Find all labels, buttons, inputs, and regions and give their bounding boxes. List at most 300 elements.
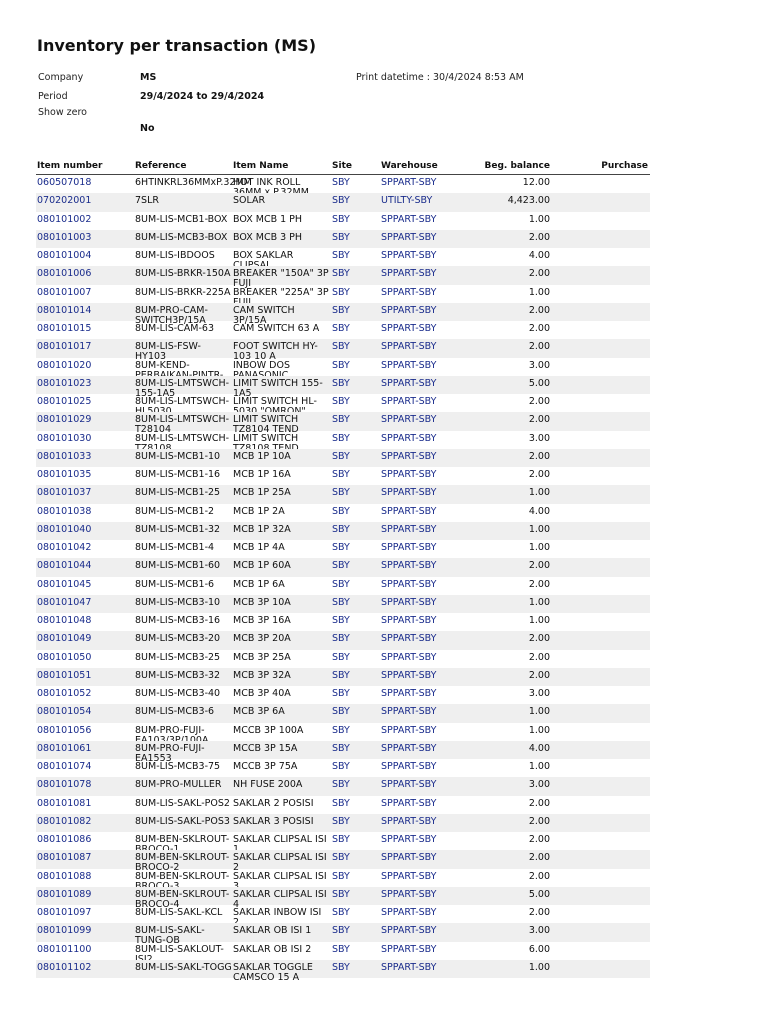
site-link[interactable]: SBY bbox=[332, 633, 350, 645]
table-body bbox=[36, 175, 650, 983]
warehouse-link[interactable]: SPPART-SBY bbox=[381, 615, 437, 626]
site-link[interactable]: SBY bbox=[332, 596, 350, 608]
item-number-link[interactable]: 080101087 bbox=[37, 852, 92, 864]
site-link[interactable]: SBY bbox=[332, 487, 350, 499]
item-name-cell: SAKLAR CLIPSAL ISI 2 bbox=[233, 852, 327, 874]
table-header bbox=[36, 161, 650, 175]
reference-cell: 8UM-LIS-MCB3-75 bbox=[135, 761, 221, 772]
reference-cell: 8UM-LIS-MCB1-2 bbox=[135, 505, 215, 517]
item-name-cell: LIMIT SWITCH 155-1A5 bbox=[233, 377, 323, 399]
table-row bbox=[36, 504, 650, 522]
warehouse-link[interactable]: SPPART-SBY bbox=[381, 596, 437, 608]
item-number-link[interactable]: 080101102 bbox=[37, 961, 92, 973]
item-number-link[interactable]: 060507018 bbox=[37, 177, 92, 188]
col-reference: Reference bbox=[135, 161, 187, 171]
item-number-link[interactable]: 080101049 bbox=[37, 633, 92, 645]
table-row bbox=[36, 741, 650, 764]
item-number-link[interactable]: 080101089 bbox=[37, 888, 92, 900]
reference-cell: 8UM-LIS-MCB1-10 bbox=[135, 450, 221, 462]
item-name-cell: MCCB 3P 100A bbox=[233, 724, 304, 736]
reference-cell: 8UM-LIS-FSW-HY103 bbox=[135, 341, 201, 363]
table-row bbox=[36, 358, 650, 376]
item-number-link[interactable]: 080101038 bbox=[37, 505, 92, 517]
site-link[interactable]: SBY bbox=[332, 231, 350, 243]
item-number-link[interactable]: 080101017 bbox=[37, 341, 92, 353]
item-name-cell: MCB 3P 16A bbox=[233, 615, 291, 626]
item-name-cell: MCCB 3P 75A bbox=[233, 761, 298, 772]
reference-cell: 8UM-BEN-SKLROUT- bbox=[135, 870, 230, 882]
warehouse-link[interactable]: SPPART-SBY bbox=[381, 943, 437, 955]
warehouse-link[interactable]: SPPART-SBY bbox=[381, 523, 437, 535]
table-row bbox=[36, 595, 650, 613]
warehouse-link[interactable]: SPPART-SBY bbox=[381, 761, 437, 772]
table-row bbox=[36, 942, 650, 960]
beg-balance-cell: 2.00 bbox=[528, 815, 550, 827]
warehouse-link[interactable]: SPPART-SBY bbox=[381, 469, 437, 480]
beg-balance-cell: 12.00 bbox=[522, 177, 550, 188]
site-link[interactable]: SBY bbox=[332, 925, 350, 937]
site-link[interactable]: SBY bbox=[332, 797, 350, 809]
warehouse-link[interactable]: SPPART-SBY bbox=[381, 432, 437, 444]
col-beg-balance: Beg. balance bbox=[484, 161, 550, 171]
reference-cell: 8UM-KEND- bbox=[135, 359, 190, 371]
beg-balance-cell: 1.00 bbox=[528, 706, 550, 718]
beg-balance-cell: 2.00 bbox=[528, 669, 550, 681]
item-number-link[interactable]: 080101050 bbox=[37, 651, 92, 663]
item-number-link[interactable]: 080101081 bbox=[37, 797, 92, 809]
reference-cell: 8UM-LIS-MCB3-16 bbox=[135, 615, 221, 626]
warehouse-link[interactable]: SPPART-SBY bbox=[381, 304, 437, 316]
item-number-link[interactable]: 080101052 bbox=[37, 688, 92, 699]
reference-cell: 8UM-LIS-BRKR-225A bbox=[135, 286, 231, 298]
table-row bbox=[36, 704, 650, 722]
site-link[interactable]: SBY bbox=[332, 815, 350, 827]
beg-balance-cell: 4.00 bbox=[528, 250, 550, 261]
table-row bbox=[36, 412, 650, 436]
beg-balance-cell: 2.00 bbox=[528, 852, 550, 864]
item-name-cell: BREAKER "225A" 3P bbox=[233, 286, 329, 298]
site-link[interactable]: SBY bbox=[332, 505, 350, 517]
warehouse-link[interactable]: SPPART-SBY bbox=[381, 450, 437, 462]
warehouse-link[interactable]: SPPART-SBY bbox=[381, 377, 437, 389]
item-number-link[interactable]: 080101025 bbox=[37, 396, 92, 407]
site-link[interactable]: SBY bbox=[332, 359, 350, 371]
item-number-link[interactable]: 080101015 bbox=[37, 323, 92, 334]
item-name-cell: SOLAR bbox=[233, 195, 266, 207]
warehouse-link[interactable]: SPPART-SBY bbox=[381, 742, 437, 754]
item-name-cell: SAKLAR CLIPSAL ISI 4 bbox=[233, 888, 327, 910]
reference-cell: 8UM-LIS-MCB1-BOX bbox=[135, 213, 228, 225]
beg-balance-cell: 1.00 bbox=[528, 761, 550, 772]
table-row bbox=[36, 376, 650, 399]
beg-balance-cell: 3.00 bbox=[528, 779, 550, 791]
table-row bbox=[36, 175, 650, 193]
table-row bbox=[36, 869, 650, 887]
site-link[interactable]: SBY bbox=[332, 779, 350, 791]
site-link[interactable]: SBY bbox=[332, 341, 350, 353]
reference-cell: 8UM-BEN-SKLROUT- bbox=[135, 834, 230, 845]
item-number-link[interactable]: 080101007 bbox=[37, 286, 92, 298]
warehouse-link[interactable]: SPPART-SBY bbox=[381, 341, 437, 353]
reference-cell: 8UM-LIS-MCB3-20 bbox=[135, 633, 221, 645]
beg-balance-cell: 4,423.00 bbox=[507, 195, 550, 207]
beg-balance-cell: 2.00 bbox=[528, 797, 550, 809]
reference-cell: 8UM-BEN-SKLROUT-BROCO-4 bbox=[135, 888, 230, 910]
item-name-cell: LIMIT SWITCH bbox=[233, 432, 299, 444]
item-name-cell: BOX MCB 3 PH bbox=[233, 231, 303, 243]
beg-balance-cell: 2.00 bbox=[528, 396, 550, 407]
item-name-cell: SAKLAR OB ISI 2 bbox=[233, 943, 312, 955]
site-link[interactable]: SBY bbox=[332, 724, 350, 736]
reference-cell: 8UM-LIS-SAKL-KCL bbox=[135, 907, 223, 918]
item-name-cell: BOX SAKLAR bbox=[233, 250, 294, 261]
item-name-cell: NH FUSE 200A bbox=[233, 779, 303, 791]
beg-balance-cell: 1.00 bbox=[528, 213, 550, 225]
beg-balance-cell: 3.00 bbox=[528, 432, 550, 444]
site-link[interactable]: SBY bbox=[332, 323, 350, 334]
table-row bbox=[36, 686, 650, 704]
reference-cell: 8UM-LIS-MCB3-25 bbox=[135, 651, 221, 663]
warehouse-link[interactable]: SPPART-SBY bbox=[381, 487, 437, 499]
site-link[interactable]: SBY bbox=[332, 469, 350, 480]
item-number-link[interactable]: 080101061 bbox=[37, 742, 92, 754]
site-link[interactable]: SBY bbox=[332, 688, 350, 699]
item-name-cell: MCCB 3P 15A bbox=[233, 742, 298, 754]
site-link[interactable]: SBY bbox=[332, 542, 350, 553]
table-row bbox=[36, 339, 650, 363]
warehouse-link[interactable]: SPPART-SBY bbox=[381, 231, 437, 243]
item-name-cell: MCB 1P 10A bbox=[233, 450, 291, 462]
company-value: MS bbox=[140, 72, 157, 83]
site-link[interactable]: SBY bbox=[332, 943, 350, 955]
site-link[interactable]: SBY bbox=[332, 961, 350, 973]
table-row bbox=[36, 248, 650, 266]
reference-cell: 8UM-LIS-LMTSWCH- bbox=[135, 432, 230, 444]
reference-cell: 8UM-LIS-SAKL-POS2 bbox=[135, 797, 230, 809]
beg-balance-cell: 1.00 bbox=[528, 542, 550, 553]
table-row bbox=[36, 832, 650, 850]
item-number-link[interactable]: 080101082 bbox=[37, 815, 92, 827]
company-label: Company bbox=[38, 72, 84, 83]
item-name-cell: LIMIT SWITCH HL- bbox=[233, 396, 317, 407]
item-number-link[interactable]: 080101020 bbox=[37, 359, 92, 371]
item-number-link[interactable]: 080101097 bbox=[37, 907, 92, 918]
reference-cell: 8UM-LIS-MCB3-32 bbox=[135, 669, 221, 681]
site-link[interactable]: SBY bbox=[332, 523, 350, 535]
site-link[interactable]: SBY bbox=[332, 250, 350, 261]
warehouse-link[interactable]: SPPART-SBY bbox=[381, 815, 437, 827]
table-row bbox=[36, 759, 650, 777]
warehouse-link[interactable]: SPPART-SBY bbox=[381, 888, 437, 900]
reference-cell: 8UM-LIS-MCB1-60 bbox=[135, 560, 221, 572]
warehouse-link[interactable]: SPPART-SBY bbox=[381, 250, 437, 261]
beg-balance-cell: 5.00 bbox=[528, 888, 550, 900]
beg-balance-cell: 1.00 bbox=[528, 615, 550, 626]
item-number-link[interactable]: 080101044 bbox=[37, 560, 92, 572]
reference-cell: 8UM-LIS-MCB3-6 bbox=[135, 706, 215, 718]
reference-cell: 8UM-LIS-LMTSWCH-T28104 bbox=[135, 414, 230, 436]
beg-balance-cell: 2.00 bbox=[528, 633, 550, 645]
beg-balance-cell: 3.00 bbox=[528, 359, 550, 371]
reference-cell: 8UM-PRO-FUJI- bbox=[135, 724, 205, 736]
site-link[interactable]: SBY bbox=[332, 761, 350, 772]
reference-cell: 8UM-LIS-MCB1-25 bbox=[135, 487, 221, 499]
col-purchase: Purchase bbox=[601, 161, 648, 171]
item-number-link[interactable]: 080101088 bbox=[37, 870, 92, 882]
item-number-link[interactable]: 080101002 bbox=[37, 213, 92, 225]
beg-balance-cell: 4.00 bbox=[528, 742, 550, 754]
site-link[interactable]: SBY bbox=[332, 834, 350, 845]
warehouse-link[interactable]: UTILTY-SBY bbox=[381, 195, 433, 207]
site-link[interactable]: SBY bbox=[332, 888, 350, 900]
site-link[interactable]: SBY bbox=[332, 870, 350, 882]
warehouse-link[interactable]: SPPART-SBY bbox=[381, 669, 437, 681]
item-number-link[interactable]: 080101078 bbox=[37, 779, 92, 791]
site-link[interactable]: SBY bbox=[332, 907, 350, 918]
site-link[interactable]: SBY bbox=[332, 195, 350, 207]
table-row bbox=[36, 522, 650, 540]
beg-balance-cell: 1.00 bbox=[528, 596, 550, 608]
item-name-cell: MCB 1P 6A bbox=[233, 578, 285, 590]
beg-balance-cell: 3.00 bbox=[528, 925, 550, 937]
item-number-link[interactable]: 080101035 bbox=[37, 469, 92, 480]
reference-cell: 8UM-LIS-BRKR-150A bbox=[135, 268, 231, 280]
item-number-link[interactable]: 080101054 bbox=[37, 706, 92, 718]
site-link[interactable]: SBY bbox=[332, 177, 350, 188]
reference-cell: 8UM-LIS-MCB3-10 bbox=[135, 596, 221, 608]
table-row bbox=[36, 796, 650, 814]
item-name-cell: BOX MCB 1 PH bbox=[233, 213, 303, 225]
item-number-link[interactable]: 080101004 bbox=[37, 250, 92, 261]
beg-balance-cell: 1.00 bbox=[528, 724, 550, 736]
site-link[interactable]: SBY bbox=[332, 268, 350, 280]
item-name-cell: MCB 3P 6A bbox=[233, 706, 285, 718]
beg-balance-cell: 2.00 bbox=[528, 834, 550, 845]
beg-balance-cell: 2.00 bbox=[528, 414, 550, 426]
item-number-link[interactable]: 080101056 bbox=[37, 724, 92, 736]
table-row bbox=[36, 230, 650, 248]
item-name-cell: MCB 1P 16A bbox=[233, 469, 291, 480]
reference-cell: 8UM-LIS-MCB1-32 bbox=[135, 523, 221, 535]
warehouse-link[interactable]: SPPART-SBY bbox=[381, 834, 437, 845]
beg-balance-cell: 2.00 bbox=[528, 450, 550, 462]
site-link[interactable]: SBY bbox=[332, 432, 350, 444]
beg-balance-cell: 2.00 bbox=[528, 304, 550, 316]
site-link[interactable]: SBY bbox=[332, 742, 350, 754]
item-name-cell: CAM SWITCH 63 A bbox=[233, 323, 320, 334]
table-row bbox=[36, 577, 650, 595]
warehouse-link[interactable]: SPPART-SBY bbox=[381, 323, 437, 334]
col-warehouse: Warehouse bbox=[381, 161, 438, 171]
item-name-cell: MCB 3P 25A bbox=[233, 651, 291, 663]
item-number-link[interactable]: 080101045 bbox=[37, 578, 92, 590]
site-link[interactable]: SBY bbox=[332, 578, 350, 590]
item-name-cell: CAM SWITCH 3P/15A bbox=[233, 304, 295, 326]
reference-cell: 8UM-LIS-SAKLOUT- bbox=[135, 943, 224, 955]
print-datetime: Print datetime : 30/4/2024 8:53 AM bbox=[356, 72, 524, 83]
reference-cell: 8UM-LIS-MCB3-40 bbox=[135, 688, 221, 699]
warehouse-link[interactable]: SPPART-SBY bbox=[381, 797, 437, 809]
item-name-cell: MCB 1P 25A bbox=[233, 487, 291, 499]
show-zero-label: Show zero bbox=[38, 107, 87, 118]
table-row bbox=[36, 650, 650, 668]
reference-cell: 8UM-PRO-FUJI-EA1553 bbox=[135, 742, 205, 764]
item-number-link[interactable]: 080101040 bbox=[37, 523, 92, 535]
beg-balance-cell: 1.00 bbox=[528, 523, 550, 535]
site-link[interactable]: SBY bbox=[332, 286, 350, 298]
item-number-link[interactable]: 080101029 bbox=[37, 414, 92, 426]
warehouse-link[interactable]: SPPART-SBY bbox=[381, 560, 437, 572]
beg-balance-cell: 6.00 bbox=[528, 943, 550, 955]
item-number-link[interactable]: 080101086 bbox=[37, 834, 92, 845]
site-link[interactable]: SBY bbox=[332, 377, 350, 389]
item-number-link[interactable]: 080101014 bbox=[37, 304, 92, 316]
item-name-cell: MCB 3P 10A bbox=[233, 596, 291, 608]
warehouse-link[interactable]: SPPART-SBY bbox=[381, 779, 437, 791]
reference-cell: 8UM-LIS-SAKL-POS3 bbox=[135, 815, 230, 827]
reference-cell: 8UM-LIS-MCB1-6 bbox=[135, 578, 215, 590]
item-number-link[interactable]: 080101003 bbox=[37, 231, 92, 243]
table-row bbox=[36, 321, 650, 339]
reference-cell: 8UM-LIS-MCB1-4 bbox=[135, 542, 215, 553]
item-number-link[interactable]: 080101099 bbox=[37, 925, 92, 937]
site-link[interactable]: SBY bbox=[332, 560, 350, 572]
beg-balance-cell: 2.00 bbox=[528, 907, 550, 918]
item-name-cell: LIMIT SWITCH TZ8104 TEND bbox=[233, 414, 299, 436]
item-name-cell: SAKLAR TOGGLE CAMSCO 15 A bbox=[233, 961, 313, 983]
table-row bbox=[36, 923, 650, 947]
site-link[interactable]: SBY bbox=[332, 615, 350, 626]
warehouse-link[interactable]: SPPART-SBY bbox=[381, 706, 437, 718]
warehouse-link[interactable]: SPPART-SBY bbox=[381, 688, 437, 699]
site-link[interactable]: SBY bbox=[332, 669, 350, 681]
beg-balance-cell: 2.00 bbox=[528, 469, 550, 480]
inventory-table bbox=[36, 161, 650, 983]
beg-balance-cell: 5.00 bbox=[528, 377, 550, 389]
reference-cell: 8UM-LIS-MCB1-16 bbox=[135, 469, 221, 480]
site-link[interactable]: SBY bbox=[332, 651, 350, 663]
item-name-cell: MCB 1P 60A bbox=[233, 560, 291, 572]
table-row bbox=[36, 540, 650, 558]
item-number-link[interactable]: 080101042 bbox=[37, 542, 92, 553]
warehouse-link[interactable]: SPPART-SBY bbox=[381, 907, 437, 918]
show-zero-value: No bbox=[140, 123, 155, 134]
reference-cell: 6HTINKRL36MMxP.32MM bbox=[135, 177, 252, 188]
item-number-link[interactable]: 080101030 bbox=[37, 432, 92, 444]
item-name-cell: SAKLAR OB ISI 1 bbox=[233, 925, 312, 937]
table-row bbox=[36, 212, 650, 230]
table-row bbox=[36, 850, 650, 874]
item-name-cell: INBOW DOS bbox=[233, 359, 290, 371]
reference-cell: 8UM-LIS-SAKL-TOGG bbox=[135, 961, 232, 973]
reference-cell: 8UM-BEN-SKLROUT-BROCO-2 bbox=[135, 852, 230, 874]
warehouse-link[interactable]: SPPART-SBY bbox=[381, 651, 437, 663]
item-number-link[interactable]: 080101006 bbox=[37, 268, 92, 280]
beg-balance-cell: 2.00 bbox=[528, 323, 550, 334]
table-row bbox=[36, 193, 650, 211]
item-number-link[interactable]: 080101047 bbox=[37, 596, 92, 608]
table-row bbox=[36, 887, 650, 910]
table-row bbox=[36, 449, 650, 467]
item-name-cell: SAKLAR INBOW ISI bbox=[233, 907, 322, 918]
item-number-link[interactable]: 080101048 bbox=[37, 615, 92, 626]
item-number-link[interactable]: 080101023 bbox=[37, 377, 92, 389]
warehouse-link[interactable]: SPPART-SBY bbox=[381, 633, 437, 645]
warehouse-link[interactable]: SPPART-SBY bbox=[381, 177, 437, 188]
beg-balance-cell: 2.00 bbox=[528, 560, 550, 572]
site-link[interactable]: SBY bbox=[332, 213, 350, 225]
warehouse-link[interactable]: SPPART-SBY bbox=[381, 870, 437, 882]
warehouse-link[interactable]: SPPART-SBY bbox=[381, 505, 437, 517]
item-name-cell: SAKLAR 3 POSISI bbox=[233, 815, 314, 827]
table-row bbox=[36, 777, 650, 795]
warehouse-link[interactable]: SPPART-SBY bbox=[381, 359, 437, 371]
table-row bbox=[36, 485, 650, 503]
warehouse-link[interactable]: SPPART-SBY bbox=[381, 852, 437, 864]
reference-cell: 8UM-LIS-LMTSWCH-155-1A5 bbox=[135, 377, 230, 399]
beg-balance-cell: 2.00 bbox=[528, 651, 550, 663]
table-row bbox=[36, 905, 650, 923]
warehouse-link[interactable]: SPPART-SBY bbox=[381, 542, 437, 553]
reference-cell: 8UM-PRO-CAM-SWITCH3P/15A bbox=[135, 304, 208, 326]
period-value: 29/4/2024 to 29/4/2024 bbox=[140, 91, 265, 102]
item-number-link[interactable]: 080101037 bbox=[37, 487, 92, 499]
item-number-link[interactable]: 080101074 bbox=[37, 761, 92, 772]
col-item-name: Item Name bbox=[233, 161, 289, 171]
site-link[interactable]: SBY bbox=[332, 396, 350, 407]
warehouse-link[interactable]: SPPART-SBY bbox=[381, 268, 437, 280]
warehouse-link[interactable]: SPPART-SBY bbox=[381, 578, 437, 590]
table-row bbox=[36, 723, 650, 741]
warehouse-link[interactable]: SPPART-SBY bbox=[381, 213, 437, 225]
site-link[interactable]: SBY bbox=[332, 706, 350, 718]
beg-balance-cell: 3.00 bbox=[528, 688, 550, 699]
reference-cell: 8UM-LIS-SAKL-TUNG-OB bbox=[135, 925, 205, 947]
item-name-cell: MCB 1P 2A bbox=[233, 505, 285, 517]
reference-cell: 8UM-LIS-CAM-63 bbox=[135, 323, 215, 334]
reference-cell: 8UM-LIS-IBDOOS bbox=[135, 250, 215, 261]
site-link[interactable]: SBY bbox=[332, 304, 350, 316]
beg-balance-cell: 2.00 bbox=[528, 268, 550, 280]
item-name-cell: SAKLAR CLIPSAL ISI bbox=[233, 870, 327, 882]
item-name-cell: HOT INK ROLL bbox=[233, 177, 301, 188]
warehouse-link[interactable]: SPPART-SBY bbox=[381, 925, 437, 937]
item-name-cell: MCB 1P 32A bbox=[233, 523, 291, 535]
table-row bbox=[36, 960, 650, 983]
site-link[interactable]: SBY bbox=[332, 450, 350, 462]
item-number-link[interactable]: 080101033 bbox=[37, 450, 92, 462]
item-number-link[interactable]: 080101051 bbox=[37, 669, 92, 681]
item-number-link[interactable]: 070202001 bbox=[37, 195, 92, 207]
warehouse-link[interactable]: SPPART-SBY bbox=[381, 961, 437, 973]
site-link[interactable]: SBY bbox=[332, 852, 350, 864]
beg-balance-cell: 1.00 bbox=[528, 286, 550, 298]
warehouse-link[interactable]: SPPART-SBY bbox=[381, 396, 437, 407]
warehouse-link[interactable]: SPPART-SBY bbox=[381, 286, 437, 298]
table-row bbox=[36, 431, 650, 449]
warehouse-link[interactable]: SPPART-SBY bbox=[381, 724, 437, 736]
beg-balance-cell: 1.00 bbox=[528, 487, 550, 499]
table-row bbox=[36, 668, 650, 686]
warehouse-link[interactable]: SPPART-SBY bbox=[381, 414, 437, 426]
item-name-cell: MCB 3P 20A bbox=[233, 633, 291, 645]
reference-cell: 8UM-LIS-LMTSWCH- bbox=[135, 396, 230, 407]
table-row bbox=[36, 631, 650, 649]
site-link[interactable]: SBY bbox=[332, 414, 350, 426]
item-number-link[interactable]: 080101100 bbox=[37, 943, 92, 955]
beg-balance-cell: 1.00 bbox=[528, 961, 550, 973]
beg-balance-cell: 4.00 bbox=[528, 505, 550, 517]
